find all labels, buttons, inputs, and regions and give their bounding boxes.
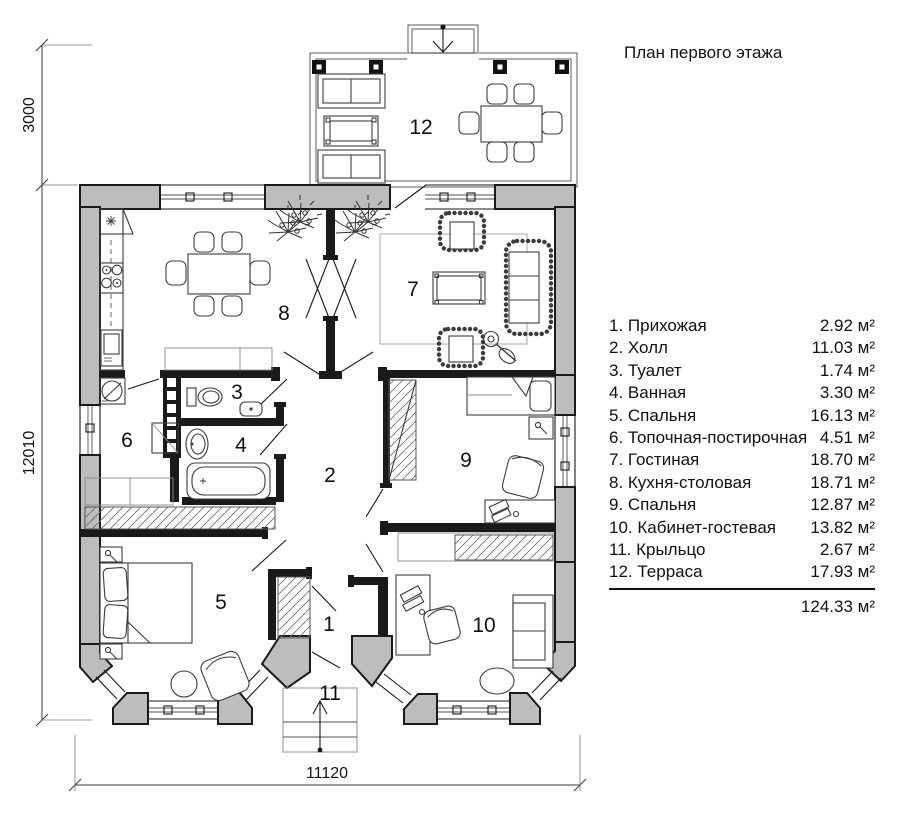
bathroom: [186, 429, 270, 499]
room-label-10: 10: [472, 614, 496, 637]
sofa: [506, 241, 551, 334]
window: [555, 415, 575, 487]
nightstand: [100, 644, 122, 659]
legend-item: [609, 382, 875, 404]
room-label-3: 3: [231, 381, 243, 404]
legend-item-area: 1.74 м²: [819, 360, 875, 380]
floor-lamp-icon: [484, 332, 518, 367]
legend-item: [609, 517, 875, 539]
living-room-furniture: [335, 195, 551, 366]
legend-item-area: 18.71 м²: [810, 472, 875, 492]
room10-closet: [398, 533, 553, 561]
washing-machine-icon: [100, 378, 125, 404]
legend-item-area: 18.70 м²: [810, 450, 875, 470]
stove-icon: [100, 263, 123, 293]
double-bed: [100, 563, 192, 643]
terrace-entry-dot: [440, 24, 445, 29]
legend-item-label: 3. Туалет: [609, 360, 682, 380]
legend-item-label: 6. Топочная-постирочная: [609, 427, 808, 447]
single-bed: [467, 377, 555, 415]
legend-item: [609, 472, 875, 494]
page-title: План первого этажа: [624, 43, 783, 62]
nightstand: [100, 547, 122, 562]
round-rug: [171, 671, 197, 697]
window: [80, 405, 100, 455]
terrace: [310, 24, 577, 187]
legend-item-area: 16.13 м²: [810, 405, 875, 425]
desk-chair: [501, 454, 545, 500]
room-label-9: 9: [460, 449, 472, 472]
room-label-12: 12: [409, 116, 433, 139]
double-door-kitchen-living: [333, 259, 356, 318]
legend-item-area: 11.03 м²: [811, 338, 875, 358]
small-sink-icon: [240, 402, 262, 416]
room9-wardrobe: [389, 380, 416, 480]
legend-item: [609, 449, 875, 471]
legend-item-label: 9. Спальня: [609, 495, 697, 515]
legend-total: 124.33 м²: [800, 596, 875, 616]
room-label-6: 6: [121, 429, 133, 452]
terrace-dining-set: [459, 84, 562, 162]
room-label-11: 11: [319, 682, 341, 705]
bedroom5-furniture: [100, 547, 251, 703]
legend-item-label: 7. Гостиная: [609, 450, 700, 470]
terrace-bench: [318, 150, 385, 183]
legend-item-label: 5. Спальня: [609, 405, 697, 425]
legend-item: [609, 315, 875, 337]
legend-item: [609, 405, 875, 427]
legend-item-label: 12. Терраса: [609, 562, 703, 582]
oval-rug: [480, 668, 514, 694]
coffee-table: [433, 272, 485, 304]
desk: [485, 500, 555, 523]
room-label-8: 8: [278, 302, 290, 325]
armchair: [440, 213, 484, 250]
toilet-room: [187, 388, 262, 416]
room-label-1: 1: [323, 613, 335, 636]
room-label-5: 5: [215, 591, 227, 614]
room-label-2: 2: [324, 464, 336, 487]
legend-item-label: 1. Прихожая: [609, 316, 707, 335]
fridge-icon: [100, 209, 123, 234]
room-label-4: 4: [235, 434, 247, 457]
armchair: [199, 649, 252, 703]
double-door-kitchen-living: [306, 259, 329, 318]
legend-item-label: 8. Кухня-столовая: [609, 472, 752, 492]
terrace-bench: [318, 74, 385, 108]
legend-item-area: 3.30 м²: [819, 383, 875, 403]
terrace-table: [324, 116, 378, 146]
window: [160, 185, 265, 209]
dining-table: [166, 232, 270, 316]
bathtub-icon: [187, 463, 270, 499]
room1-closet: [278, 577, 310, 638]
terrace-posts: [312, 60, 569, 74]
legend-item: [609, 539, 875, 561]
legend-item-area: 2.92 м²: [819, 316, 875, 335]
legend-item: [609, 561, 875, 583]
toilet-icon: [187, 388, 222, 406]
bedroom9-furniture: [467, 377, 555, 523]
legend-item: [609, 427, 875, 449]
legend-item-label: 10. Кабинет-гостевая: [609, 517, 777, 537]
legend-item-area: 4.51 м²: [819, 427, 875, 447]
terrace-door-window: [395, 185, 495, 209]
legend-item-area: 13.82 м²: [810, 517, 875, 537]
dim-house-depth: 12010: [21, 430, 38, 476]
room-legend: [609, 315, 875, 618]
terrace-entry-arrow: [433, 29, 453, 52]
legend-item: [609, 360, 875, 382]
legend-item-label: 2. Холл: [609, 338, 668, 358]
kitchen-furniture: [100, 195, 322, 370]
dim-house-width: 11120: [305, 765, 349, 782]
legend-item: [609, 337, 875, 359]
sofa: [513, 595, 553, 668]
dim-terrace-depth: 3000: [21, 97, 38, 133]
room-label-7: 7: [407, 278, 419, 301]
legend-item-area: 12.87 м²: [810, 495, 875, 515]
hall-closet: [85, 507, 275, 529]
legend-item-area: 17.93 м²: [810, 562, 875, 582]
armchair: [439, 329, 483, 366]
legend-item-label: 11. Крыльцо: [609, 539, 706, 559]
sink-icon: [186, 429, 208, 459]
legend-item: [609, 494, 875, 516]
legend-item-area: 2.67 м²: [819, 539, 875, 559]
legend-item-label: 4. Ванная: [609, 383, 687, 403]
porch-arrow: [313, 701, 327, 749]
nightstand: [529, 417, 553, 439]
kitchen-sink: [101, 330, 122, 366]
